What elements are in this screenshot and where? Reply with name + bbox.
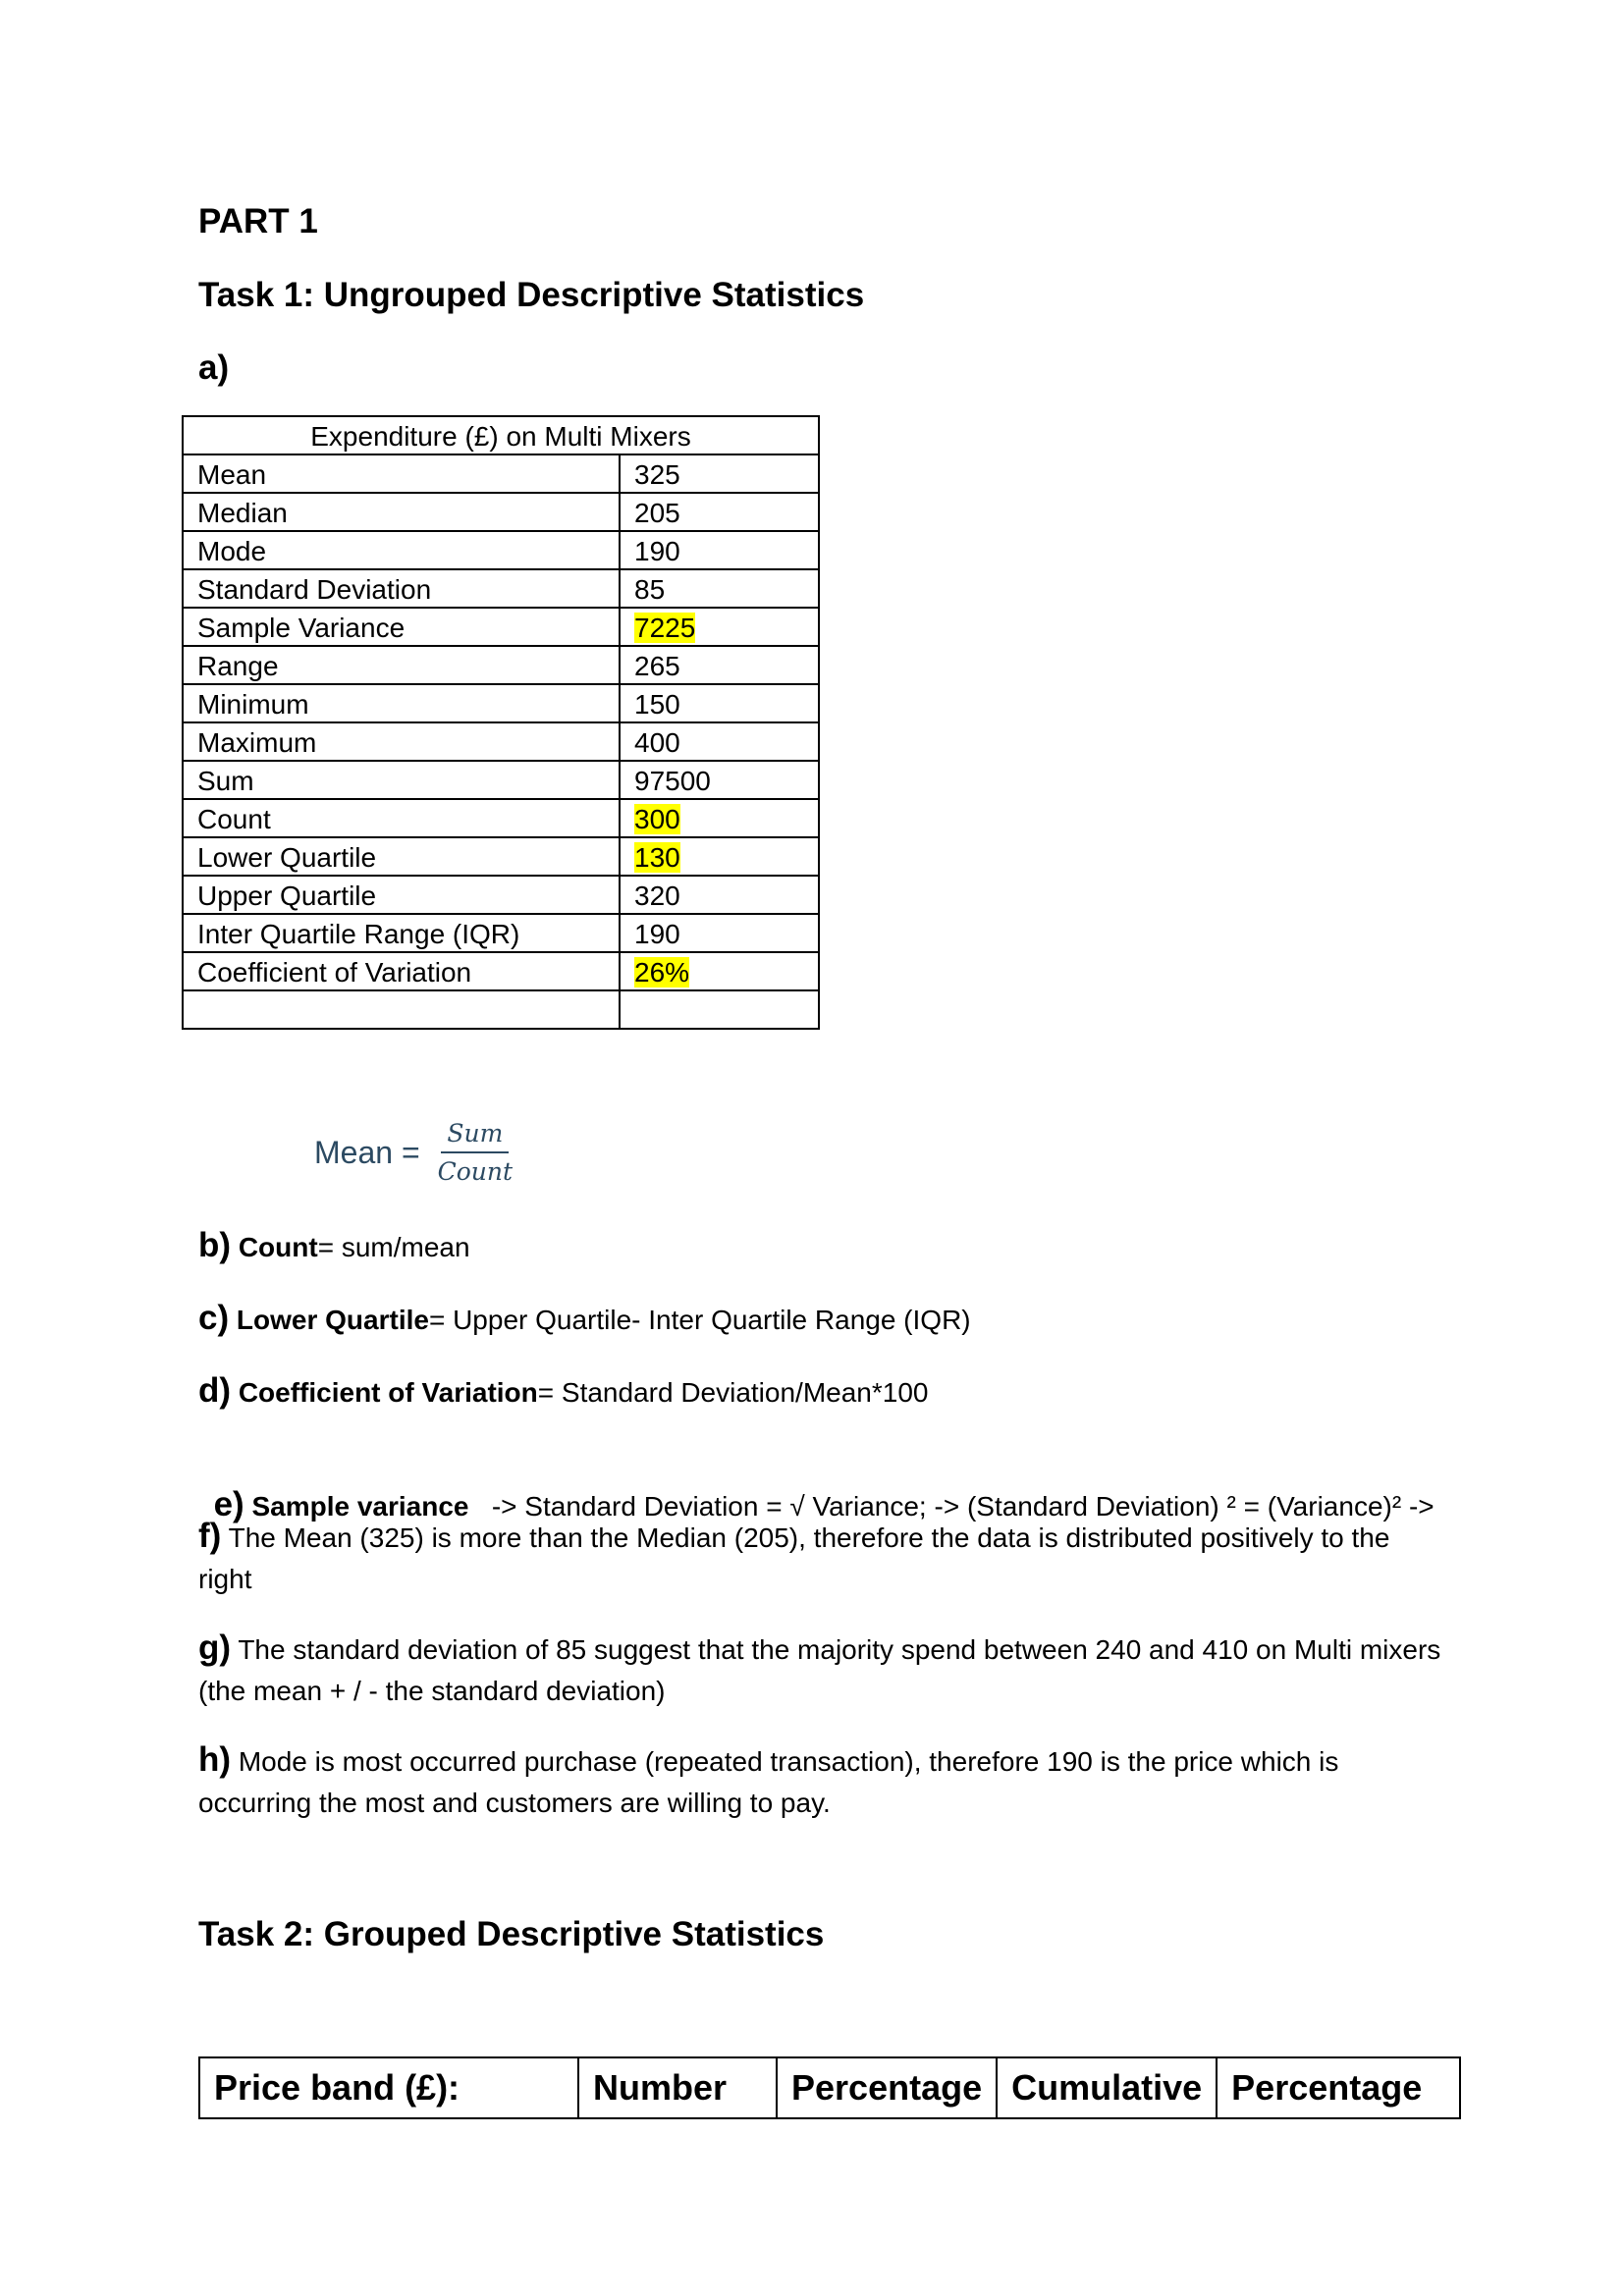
stats-row-value-cell (620, 684, 819, 722)
stats-row-value: 97500 (634, 765, 711, 796)
stats-row-value-cell (620, 799, 819, 837)
answer-h (198, 1739, 1445, 1824)
stats-row (183, 684, 819, 722)
stats-row-value-cell (620, 493, 819, 531)
stats-row-label: Mode (183, 531, 620, 569)
answer-c-term: Lower Quartile (236, 1305, 429, 1335)
formula-lhs: Mean = (314, 1134, 420, 1170)
stats-row (183, 876, 819, 914)
grouped-table (198, 2056, 1461, 2119)
formula-numerator: Sum (441, 1119, 509, 1153)
answer-b-text: = sum/mean (317, 1232, 470, 1262)
stats-row-value: 130 (634, 841, 680, 873)
answer-c-text: = Upper Quartile- Inter Quartile Range (IQR) (428, 1305, 971, 1335)
stats-row (183, 761, 819, 799)
stats-row-label: Sum (183, 761, 620, 799)
stats-row-label: Sample Variance (183, 608, 620, 646)
stats-row-label: Range (183, 646, 620, 684)
stats-row-value-cell (620, 454, 819, 493)
stats-row (183, 837, 819, 876)
stats-row-label: Median (183, 493, 620, 531)
stats-row-value-cell (620, 531, 819, 569)
answer-g-letter: g) (198, 1629, 232, 1667)
answer-h-text: Mode is most occurred purchase (repeated transaction), therefore 190 is the price which is occurring the most and customers are willing to pay. (198, 1746, 1339, 1818)
stats-table-title-row (183, 416, 819, 454)
stats-row-value: 190 (634, 535, 680, 566)
answer-d-letter: d) (198, 1371, 232, 1410)
stats-row (183, 914, 819, 952)
header-cumulative-percentage: Percentage (1217, 2057, 1460, 2118)
header-number: Number (578, 2057, 777, 2118)
stats-row-label: Minimum (183, 684, 620, 722)
stats-row-value: 150 (634, 688, 680, 720)
stats-row-label (183, 990, 620, 1029)
task1-title: Task 1: Ungrouped Descriptive Statistics (198, 276, 865, 314)
stats-row-label: Maximum (183, 722, 620, 761)
formula-denominator: Count (437, 1157, 514, 1186)
answer-b-letter: b) (198, 1226, 232, 1264)
stats-row-label: Standard Deviation (183, 569, 620, 608)
formula-fraction (432, 1119, 518, 1186)
grouped-table-header-row (199, 2057, 1460, 2118)
answer-e-text: -> Standard Deviation = √ Variance; -> (Standard Deviation) ² = (Variance)² -> (468, 1491, 1435, 1522)
answer-f-letter: f) (198, 1517, 222, 1555)
answer-d (198, 1370, 1445, 1414)
stats-row-value-cell (620, 837, 819, 876)
stats-row (183, 531, 819, 569)
stats-row-value: 300 (634, 803, 680, 834)
stats-row-value-cell (620, 876, 819, 914)
header-cumulative: Cumulative (997, 2057, 1217, 2118)
stats-row (183, 569, 819, 608)
answer-g (198, 1628, 1445, 1712)
stats-row-value: 7225 (634, 612, 696, 643)
stats-row-value: 400 (634, 726, 680, 758)
answer-e-term: Sample variance (251, 1491, 469, 1522)
stats-row-label: Coefficient of Variation (183, 952, 620, 990)
stats-table-title: Expenditure (£) on Multi Mixers (183, 416, 819, 454)
stats-row (183, 608, 819, 646)
mean-formula (314, 1119, 518, 1186)
answer-b (198, 1225, 1445, 1268)
answer-d-text: = Standard Deviation/Mean*100 (537, 1377, 929, 1408)
answer-f-text: The Mean (325) is more than the Median (205), therefore the data is distributed positively to the right (198, 1522, 1390, 1594)
stats-row-value: 190 (634, 918, 680, 949)
label-a: a) (198, 348, 230, 387)
stats-row-value-cell (620, 914, 819, 952)
answer-g-text: The standard deviation of 85 suggest that the majority spend between 240 and 410 on Multi mixers (the mean + / - the standard deviation) (198, 1634, 1441, 1706)
answer-b-term: Count (238, 1232, 318, 1262)
stats-row-label: Mean (183, 454, 620, 493)
stats-row-value-cell (620, 646, 819, 684)
stats-row-value-cell (620, 761, 819, 799)
stats-table (182, 415, 820, 1030)
stats-row (183, 952, 819, 990)
stats-row-value-cell (620, 722, 819, 761)
answer-h-letter: h) (198, 1740, 232, 1779)
answer-c-letter: c) (198, 1299, 230, 1337)
stats-row (183, 799, 819, 837)
stats-row (183, 454, 819, 493)
stats-row-value: 85 (634, 573, 666, 605)
stats-row (183, 990, 819, 1029)
stats-row-label: Count (183, 799, 620, 837)
stats-row (183, 646, 819, 684)
stats-row-value-cell (620, 952, 819, 990)
stats-row-label: Lower Quartile (183, 837, 620, 876)
stats-row-value: 205 (634, 497, 680, 528)
stats-row-label: Upper Quartile (183, 876, 620, 914)
stats-row-value-cell (620, 569, 819, 608)
part-title: PART 1 (198, 202, 318, 240)
answer-f (198, 1516, 1445, 1600)
stats-row-value: 325 (634, 458, 680, 490)
header-percentage: Percentage (777, 2057, 997, 2118)
task2-title: Task 2: Grouped Descriptive Statistics (198, 1915, 825, 1953)
answer-e-letter: e) (213, 1485, 244, 1523)
header-price-band: Price band (£): (199, 2057, 578, 2118)
stats-row-label: Inter Quartile Range (IQR) (183, 914, 620, 952)
stats-row-value-cell (620, 608, 819, 646)
stats-row (183, 722, 819, 761)
stats-row-value: 320 (634, 880, 680, 911)
stats-row-value: 265 (634, 650, 680, 681)
stats-row-value-cell (620, 990, 819, 1029)
stats-row-value: 26% (634, 956, 690, 988)
answer-c (198, 1298, 1445, 1341)
answer-d-term: Coefficient of Variation (238, 1377, 538, 1408)
stats-row (183, 493, 819, 531)
